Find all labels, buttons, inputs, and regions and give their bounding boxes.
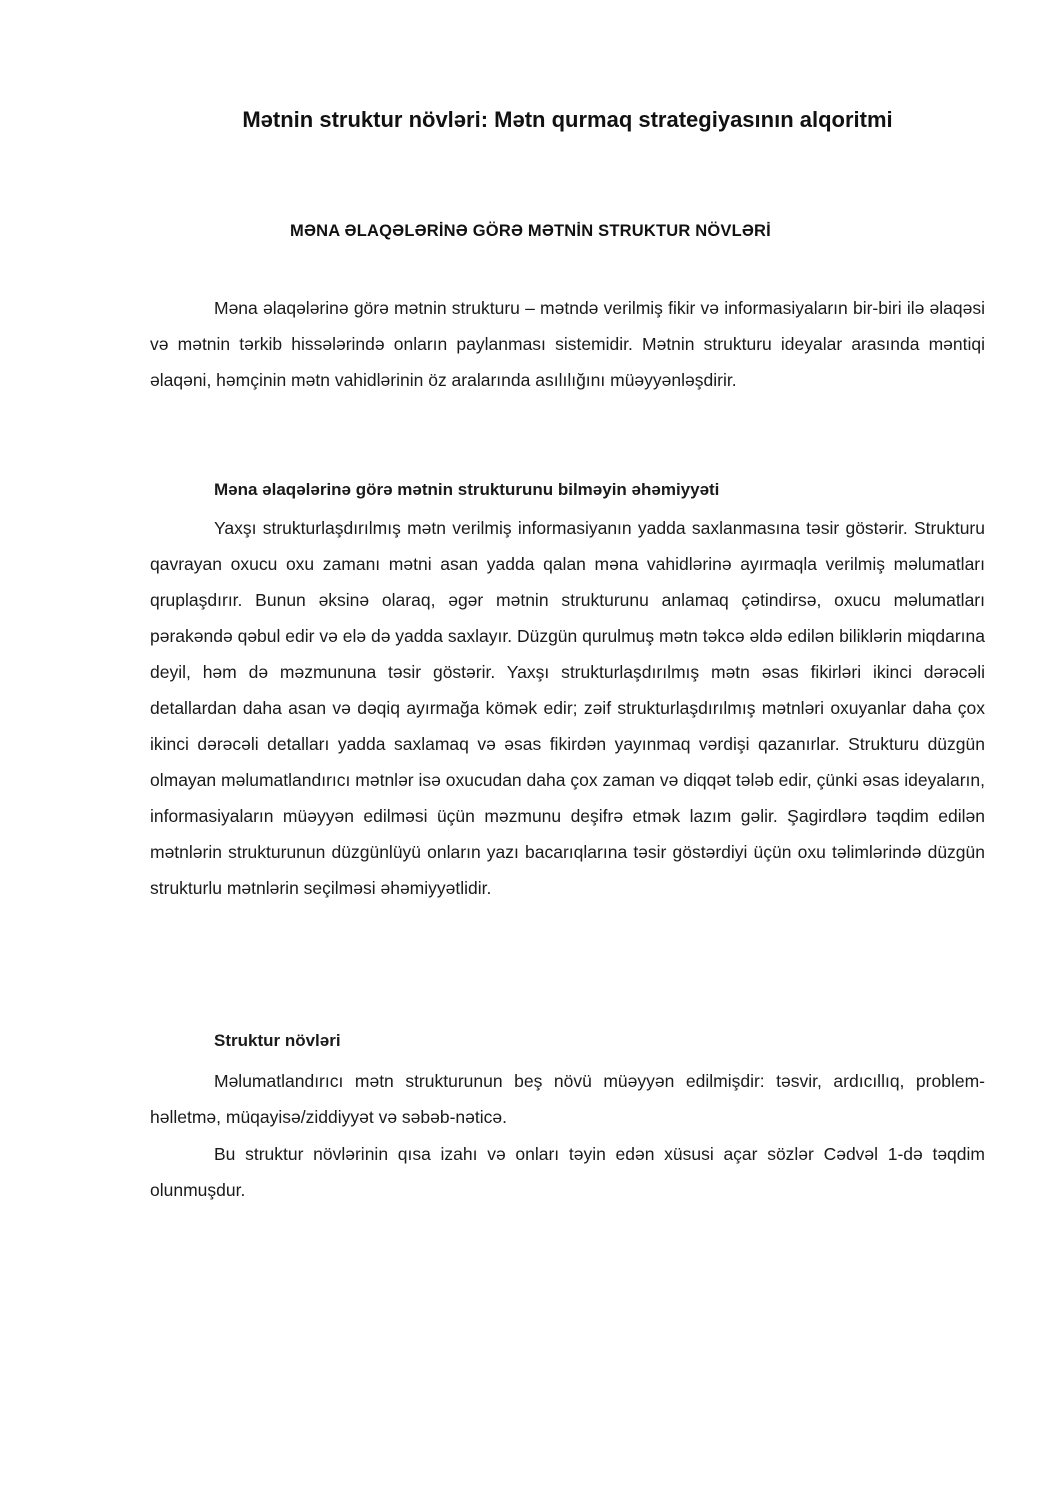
paragraph-importance: Yaxşı strukturlaşdırılmış mətn verilmiş informasiyanın yadda saxlanmasına təsir göstərir. Strukturu qavrayan oxucu oxu zamanı mətni asan yadda qalan məna vahidlərinə ayırmaqla verilmiş məlumatları qruplaşdırır. Bunun əksinə olaraq, əgər mətnin strukturunu anlamaq çətindirsə, oxucu məlumatları pərakəndə qəbul edir və elə də yadda saxlayır. Düzgün qurulmuş mətn təkcə əldə edilən biliklərin miqdarına deyil, həm də məzmununa təsir göstərir. Yaxşı strukturlaşdırılmış mətn əsas fikirləri ikinci dərəcəli detallardan daha asan və dəqiq ayırmağa kömək edir; zəif strukturlaşdırılmış mətnləri oxuyanlar daha çox ikinci dərəcəli detalları yadda saxlamaq və əsas fikirdən yayınmaq vərdişi qazanırlar. Strukturu düzgün olmayan məlumatlandırıcı mətnlər isə oxucudan daha çox zaman və diqqət tələb edir, çünki əsas ideyaların, informasiyaların müəyyən edilməsi üçün məzmunu deşifrə etmək lazım gəlir. Şagirdlərə təqdim edilən mətnlərin strukturunun düzgünlüyü onların yazı bacarıqlarına təsir göstərdiyi üçün oxu təlimlərində düzgün strukturlu mətnlərin seçilməsi əhəmiyyətlidir. [150, 518, 985, 898]
paragraph-table-reference: Bu struktur növlərinin qısa izahı və onları təyin edən xüsusi açar sözlər Cədvəl 1-də təqdim olunmuşdur. [150, 1144, 985, 1200]
paragraph-structure-types: Məlumatlandırıcı mətn strukturunun beş növü müəyyən edilmişdir: təsvir, ardıcıllıq, problem-həlletmə, müqayisə/ziddiyyət və səbəb-nəticə. [150, 1071, 985, 1127]
paragraph-definition: Məna əlaqələrinə görə mətnin strukturu – mətndə verilmiş fikir və informasiyaların bir-biri ilə əlaqəsi və mətnin tərkib hissələrində onların paylanması sistemidir. Mətnin strukturu ideyalar arasında məntiqi əlaqəni, həmçinin mətn vahidlərinin öz aralarında asılılığını müəyyənləşdirir. [150, 298, 985, 390]
section-subtitle: MƏNA ƏLAQƏLƏRİNƏ GÖRƏ MƏTNİN STRUKTUR NÖVLƏRİ [290, 222, 771, 240]
heading-structure-types: Struktur növləri [214, 1031, 341, 1050]
document-title: Mətnin struktur növləri: Mətn qurmaq strategiyasının alqoritmi [242, 107, 893, 132]
heading-importance: Məna əlaqələrinə görə mətnin strukturunu bilməyin əhəmiyyəti [214, 480, 720, 499]
